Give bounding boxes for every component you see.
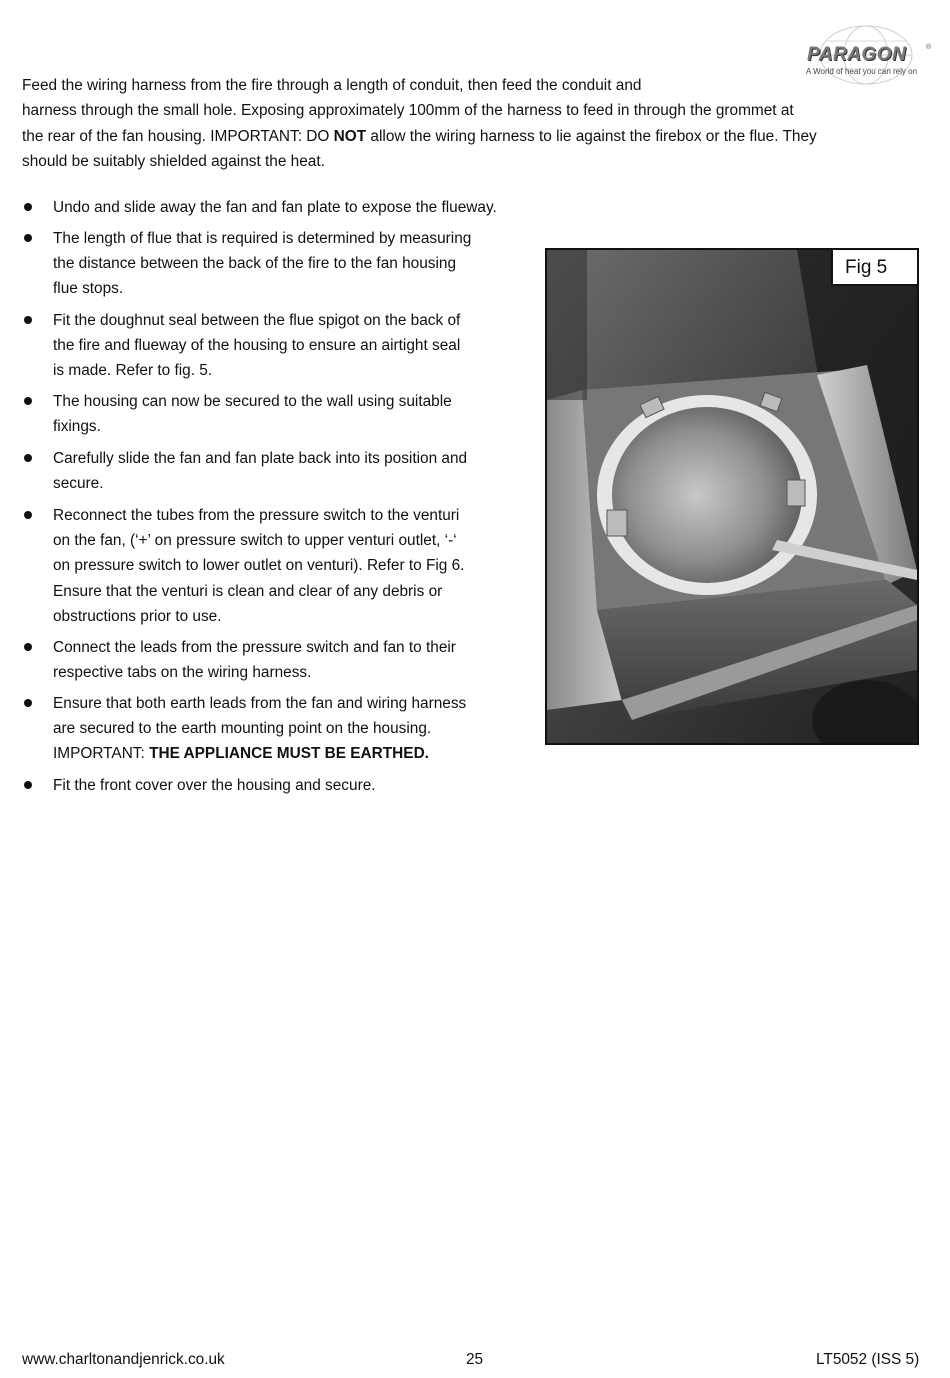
text-line: Ensure that the venturi is clean and clear of any debris or bbox=[53, 582, 443, 600]
intro-text: the rear of the fan housing. IMPORTANT: DO bbox=[22, 127, 334, 145]
list-item-text: Fit the front cover over the housing and secure. bbox=[53, 777, 376, 794]
footer-website: www.charltonandjenrick.co.uk bbox=[22, 1351, 225, 1368]
intro-line: should be suitably shielded against the heat. bbox=[22, 152, 325, 170]
intro-line: Feed the wiring harness from the fire through a length of conduit, then feed the conduit and bbox=[22, 77, 642, 94]
registered-mark: ® bbox=[926, 44, 932, 51]
logo-name: PARAGON bbox=[807, 44, 907, 65]
text-line: is made. Refer to fig. 5. bbox=[53, 362, 213, 380]
text-line: secure. bbox=[53, 475, 104, 493]
text-line: The housing can now be secured to the wall using suitable bbox=[53, 393, 452, 410]
document-reference: LT5052 (ISS 5) bbox=[816, 1351, 920, 1368]
intro-text: allow the wiring harness to lie against the firebox or the flue. They bbox=[366, 127, 817, 145]
bullet-icon bbox=[24, 699, 32, 707]
text-line: Reconnect the tubes from the pressure switch to the venturi bbox=[53, 507, 460, 524]
text-line: are secured to the earth mounting point on the housing. bbox=[53, 720, 432, 738]
text-line: Carefully slide the fan and fan plate back into its position and bbox=[53, 450, 468, 467]
figure-label: Fig 5 bbox=[831, 250, 917, 286]
list-item-text bbox=[53, 503, 528, 629]
list-item-text: Undo and slide away the fan and fan plate to expose the flueway. bbox=[53, 199, 497, 216]
text-line: obstructions prior to use. bbox=[53, 607, 222, 625]
bullet-icon bbox=[24, 203, 32, 211]
flue-housing-photo bbox=[547, 250, 917, 743]
bullet-icon bbox=[24, 781, 32, 789]
list-item-text bbox=[53, 308, 528, 384]
warning-emphasis: NOT bbox=[333, 127, 367, 145]
list-item-text bbox=[53, 446, 528, 496]
text-line: on pressure switch to lower outlet on venturi). Refer to Fig 6. bbox=[53, 557, 465, 575]
text-line: The length of flue that is required is determined by measuring bbox=[53, 230, 472, 247]
list-item-text bbox=[53, 635, 528, 685]
text-line: on the fan, (‘+’ on pressure switch to upper venturi outlet, ‘-‘ bbox=[53, 532, 457, 550]
text-line: Ensure that both earth leads from the fan and wiring harness bbox=[53, 695, 467, 712]
text-line: Fit the doughnut seal between the flue spigot on the back of bbox=[53, 312, 461, 329]
text-line: the distance between the back of the fire to the fan housing bbox=[53, 255, 456, 273]
bullet-icon bbox=[24, 397, 32, 405]
fig5-photo bbox=[545, 248, 919, 745]
list-item-text bbox=[53, 389, 528, 439]
list-item-text bbox=[53, 691, 528, 767]
text-line: fixings. bbox=[53, 418, 101, 436]
intro-line bbox=[22, 124, 932, 149]
text-line: the fire and flueway of the housing to ensure an airtight seal bbox=[53, 337, 461, 355]
bullet-icon bbox=[24, 643, 32, 651]
warning-emphasis: THE APPLIANCE MUST BE EARTHED. bbox=[149, 745, 429, 763]
list-item-text bbox=[53, 226, 528, 302]
logo-tagline: A World of heat you can rely on bbox=[806, 67, 918, 76]
text-line: respective tabs on the wiring harness. bbox=[53, 664, 312, 682]
text-line bbox=[53, 741, 528, 766]
page-number: 25 bbox=[466, 1351, 484, 1368]
intro-paragraph bbox=[22, 73, 932, 174]
bullet-icon bbox=[24, 511, 32, 519]
bullet-icon bbox=[24, 454, 32, 462]
text-part: IMPORTANT: bbox=[53, 745, 150, 763]
intro-line: harness through the small hole. Exposing approximately 100mm of the harness to feed in through the grommet at bbox=[22, 102, 794, 120]
text-line: flue stops. bbox=[53, 280, 124, 298]
bullet-icon bbox=[24, 234, 32, 242]
text-line: Connect the leads from the pressure switch and fan to their bbox=[53, 639, 456, 656]
bullet-icon bbox=[24, 316, 32, 324]
